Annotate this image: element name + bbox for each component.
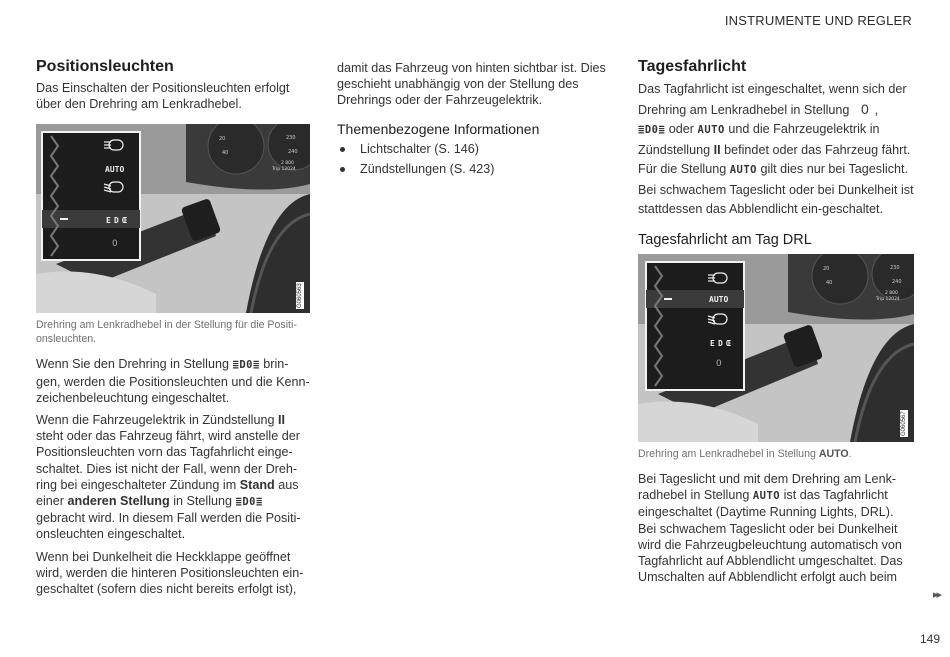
auto-symbol: AUTO xyxy=(729,164,758,176)
paragraph-drl xyxy=(638,471,914,585)
related-links-list xyxy=(337,139,612,179)
switch-symbol-position: D xyxy=(114,216,119,226)
position-zero-symbol: 0 xyxy=(860,100,869,117)
text-run: Wenn die Fahrzeugelektrik in Zündstellung xyxy=(36,413,275,428)
text-run: brin-gen, werden die Positionsleuchten und die Kenn-zeichenbeleuchtung eingeschaltet. xyxy=(36,357,310,405)
text-run: Wenn Sie den Drehring in Stellung xyxy=(36,357,229,372)
paragraph-tagesfahrlicht xyxy=(638,80,914,220)
image-code: G060567 xyxy=(901,410,907,436)
text-bold: Stand xyxy=(239,477,275,492)
switch-symbol-position: D xyxy=(718,338,723,348)
gauge-label: Trip 12024 xyxy=(272,167,296,173)
gauge-label: 230 xyxy=(890,264,900,271)
paragraph-zuendstellung xyxy=(36,412,310,543)
text-bold: II xyxy=(713,142,721,157)
text-run: Drehring am Lenkradhebel in Stellung xyxy=(638,447,816,460)
gauge-label: 2 800 xyxy=(281,161,294,167)
related-link-lichtschalter[interactable]: Lichtschalter (S. 146) xyxy=(337,139,612,159)
photo-lenkradhebel-auto xyxy=(638,254,914,442)
section-header: INSTRUMENTE UND REGLER xyxy=(724,13,912,28)
paragraph-heckklappe: Wenn bei Dunkelheit die Heckklappe geöffnet wird, werden die hinteren Positionsleuchten ein-geschaltet (sofern dies nicht bereits erfolgt ist), xyxy=(36,549,304,597)
gauge-label: Trip 12024 xyxy=(876,296,900,302)
gauge-label: 2 800 xyxy=(885,290,898,296)
page-number: 149 xyxy=(919,632,940,646)
gauge-label: 40 xyxy=(826,279,833,286)
gauge-label: 20 xyxy=(219,136,226,143)
gauge-label: 240 xyxy=(288,149,298,156)
photo-illustration xyxy=(638,254,914,442)
text-run: befindet oder das Fahrzeug fährt. Für die Stellung xyxy=(638,142,911,176)
text-run: . xyxy=(848,447,852,460)
heading-related-info: Themenbezogene Informationen xyxy=(337,120,540,137)
auto-symbol: AUTO xyxy=(752,490,781,503)
column-tagesfahrlicht xyxy=(638,58,914,591)
paragraph-stellung xyxy=(36,356,310,406)
text-run: gebracht wird. In diesem Fall werden die Positi-onsleuchten eingeschaltet. xyxy=(36,511,301,542)
text-run: aus einer xyxy=(36,477,299,509)
photo-lenkradhebel-position xyxy=(36,124,310,313)
photo-caption: Drehring am Lenkradhebel in der Stellung für die Positi-onsleuchten. xyxy=(36,319,297,345)
column-positionsleuchten xyxy=(36,58,310,603)
gauge-label: 20 xyxy=(823,265,830,272)
switch-symbol-position: Œ xyxy=(122,216,127,226)
auto-symbol: AUTO xyxy=(697,124,725,136)
text-bold: anderen Stellung xyxy=(67,494,170,509)
paragraph-continuation: damit das Fahrzeug von hinten sichtbar ist. Dies geschieht unabhängig von der Stellung des Drehrings oder der Fahrzeugelektrik. xyxy=(337,61,606,108)
text-run: , xyxy=(874,102,879,117)
position-light-icon: ≣D0≣ xyxy=(235,496,263,509)
photo-illustration xyxy=(36,124,310,313)
switch-symbol-position: E xyxy=(106,216,111,226)
text-run: in Stellung xyxy=(173,494,232,509)
position-light-icon: ≣D0≣ xyxy=(232,359,260,372)
column-continuation xyxy=(337,60,612,179)
text-run: ist das Tagfahrlicht eingeschaltet (Daytime Running Lights, DRL). Bei schwachem Tageslicht oder bei Dunkelheit wird die Fahrzeugbeleuchtung automatisch von Tagfahrlicht auf Abblendlicht umgeschaltet. Das Umschalten auf Abblendlicht erfolgt auch beim xyxy=(638,488,903,585)
gauge-label: 230 xyxy=(286,135,296,142)
switch-label-zero: 0 xyxy=(716,358,722,369)
text-run: gilt dies nur bei Tageslicht. Bei schwachem Tageslicht oder bei Dunkelheit ist stattdessen das Abblendlicht ein-geschaltet. xyxy=(638,162,914,216)
gauge-label: 240 xyxy=(892,278,902,285)
heading-positionsleuchten: Positionsleuchten xyxy=(36,58,174,75)
switch-label-zero: 0 xyxy=(112,239,118,250)
text-run: und die Fahrzeugelektrik in Zündstellung xyxy=(638,122,880,157)
image-code: G060563 xyxy=(297,283,303,309)
text-run: Bei Tageslicht und mit dem Drehring am Lenk-radhebel in Stellung xyxy=(638,472,897,503)
switch-label-auto: AUTO xyxy=(105,165,125,175)
position-light-icon: ≣D0≣ xyxy=(638,124,666,136)
switch-symbol-position: E xyxy=(710,338,715,348)
text-bold: II xyxy=(277,413,285,428)
text-run: steht oder das Fahrzeug fährt, wird anstelle der Positionsleuchten vorn das Tagfahrlicht einge-schaltet. Dies ist nicht der Fall, wenn der Dreh-ring bei eingeschalteter Zündung im xyxy=(36,429,300,492)
intro-paragraph: Das Einschalten der Positionsleuchten erfolgt über den Drehring am Lenkradhebel. xyxy=(36,81,290,112)
gauge-label: 40 xyxy=(222,150,229,157)
switch-symbol-position: Œ xyxy=(726,338,731,348)
text-run: Das Tagfahrlicht ist eingeschaltet, wenn sich der Drehring am Lenkradhebel in Stellung xyxy=(638,82,907,117)
heading-tagesfahrlicht: Tagesfahrlicht xyxy=(638,58,747,75)
photo-caption xyxy=(638,448,914,462)
text-run: oder xyxy=(668,122,695,136)
switch-label-auto: AUTO xyxy=(709,294,729,304)
continue-arrows-icon: ▸▸ xyxy=(932,589,940,601)
heading-tagesfahrlicht-drl: Tagesfahrlicht am Tag DRL xyxy=(638,231,812,248)
text-bold: AUTO xyxy=(818,447,849,460)
related-link-zuendstellungen[interactable]: Zündstellungen (S. 423) xyxy=(337,159,612,179)
